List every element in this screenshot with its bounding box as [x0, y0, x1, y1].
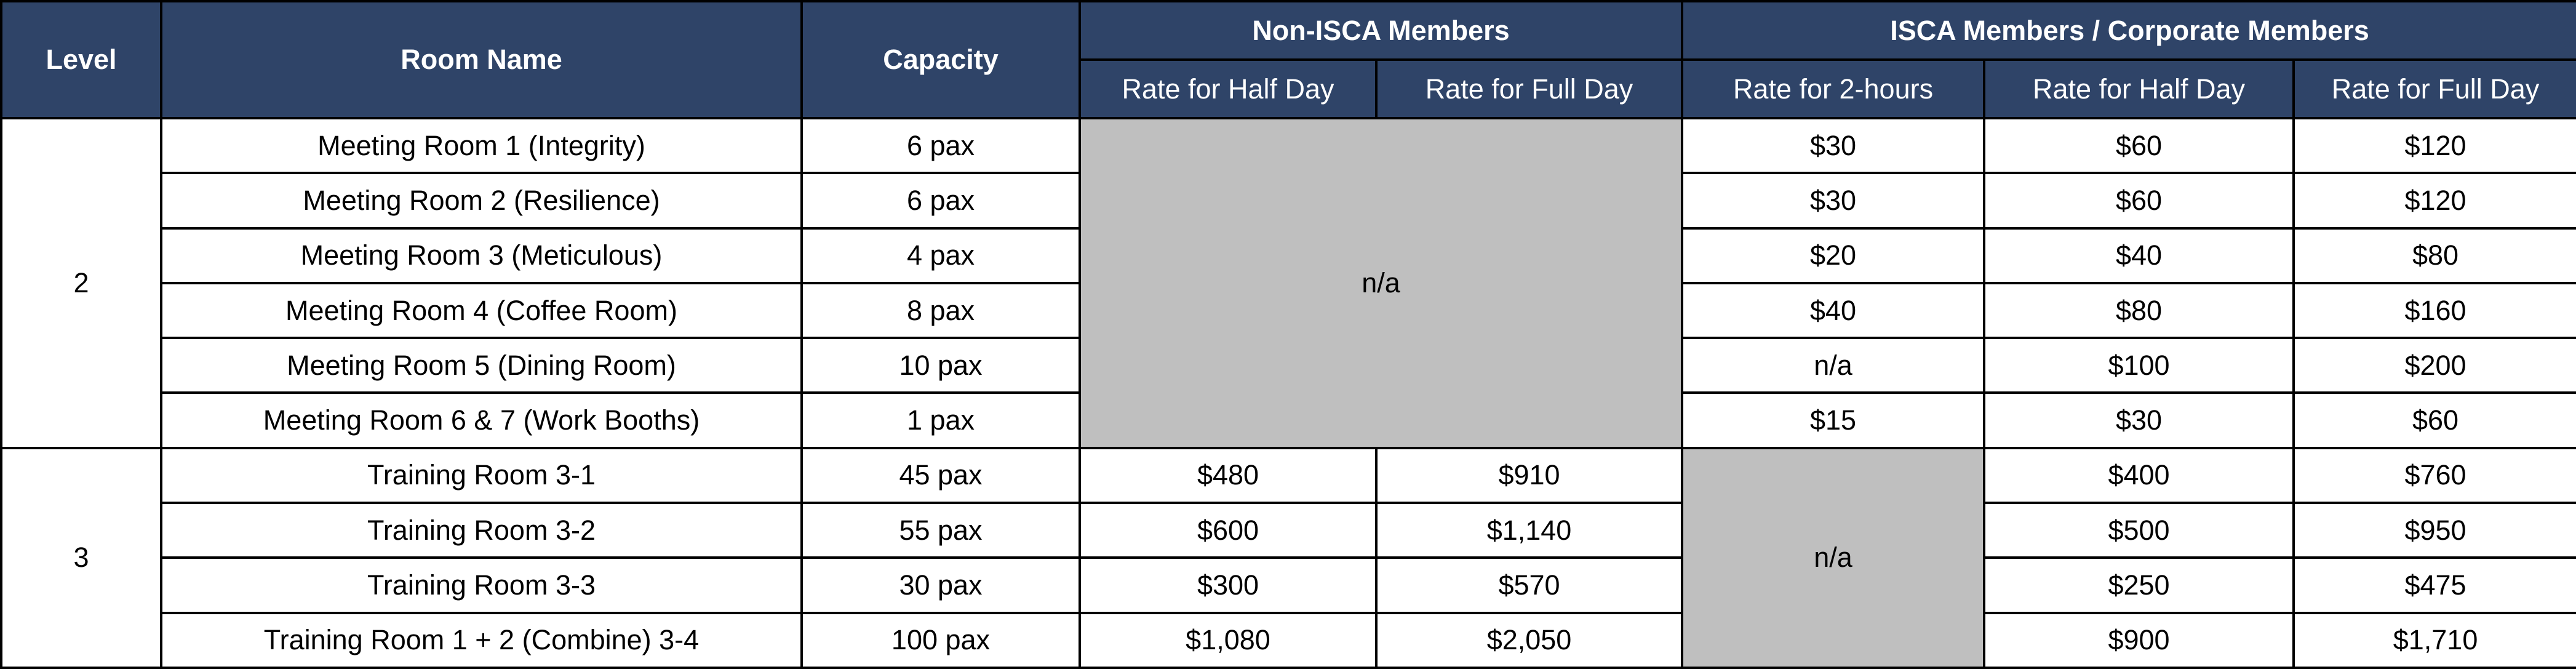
non-isca-full-day-cell: $570 [1376, 558, 1682, 612]
table-row [1, 448, 2576, 503]
capacity-cell: 8 pax [802, 283, 1080, 338]
table-row [1, 558, 2576, 612]
isca-2h-cell: $15 [1682, 393, 1984, 447]
capacity-cell: 4 pax [802, 228, 1080, 283]
non-isca-full-day-cell: $1,140 [1376, 503, 1682, 558]
isca-full-day-cell: $200 [2294, 338, 2576, 393]
header-non-isca-members: Non-ISCA Members [1080, 1, 1682, 60]
header-isca-corporate-members: ISCA Members / Corporate Members [1682, 1, 2576, 60]
room-name-cell: Training Room 3-3 [161, 558, 802, 612]
isca-full-day-cell: $120 [2294, 118, 2576, 173]
non-isca-full-day-cell: $2,050 [1376, 613, 1682, 668]
isca-full-day-cell: $475 [2294, 558, 2576, 612]
isca-half-day-cell: $250 [1984, 558, 2294, 612]
non-isca-half-day-cell: $600 [1080, 503, 1376, 558]
level-cell-2: 2 [1, 118, 161, 448]
table-row [1, 613, 2576, 668]
isca-full-day-cell: $120 [2294, 173, 2576, 228]
room-name-cell: Training Room 3-2 [161, 503, 802, 558]
table-body [1, 118, 2576, 668]
isca-2h-cell: n/a [1682, 338, 1984, 393]
non-isca-na-block: n/a [1080, 118, 1682, 448]
non-isca-full-day-cell: $910 [1376, 448, 1682, 503]
isca-half-day-cell: $40 [1984, 228, 2294, 283]
room-name-cell: Meeting Room 2 (Resilience) [161, 173, 802, 228]
non-isca-half-day-cell: $300 [1080, 558, 1376, 612]
non-isca-half-day-cell: $480 [1080, 448, 1376, 503]
table-row [1, 503, 2576, 558]
table-header [1, 1, 2576, 118]
isca-half-day-cell: $60 [1984, 173, 2294, 228]
isca-2h-cell: $20 [1682, 228, 1984, 283]
capacity-cell: 100 pax [802, 613, 1080, 668]
isca-half-day-cell: $100 [1984, 338, 2294, 393]
isca-half-day-cell: $900 [1984, 613, 2294, 668]
room-name-cell: Meeting Room 6 & 7 (Work Booths) [161, 393, 802, 447]
isca-full-day-cell: $80 [2294, 228, 2576, 283]
isca-full-day-cell: $160 [2294, 283, 2576, 338]
isca-full-day-cell: $60 [2294, 393, 2576, 447]
header-room-name: Room Name [161, 1, 802, 118]
capacity-cell: 6 pax [802, 118, 1080, 173]
room-name-cell: Meeting Room 3 (Meticulous) [161, 228, 802, 283]
table-row [1, 118, 2576, 173]
header-row-groups [1, 1, 2576, 60]
isca-2h-cell: $30 [1682, 118, 1984, 173]
header-level: Level [1, 1, 161, 118]
isca-full-day-cell: $1,710 [2294, 613, 2576, 668]
room-name-cell: Training Room 3-1 [161, 448, 802, 503]
header-isca-full-day: Rate for Full Day [2294, 60, 2576, 118]
header-isca-half-day: Rate for Half Day [1984, 60, 2294, 118]
isca-full-day-cell: $760 [2294, 448, 2576, 503]
header-isca-2-hours: Rate for 2-hours [1682, 60, 1984, 118]
non-isca-half-day-cell: $1,080 [1080, 613, 1376, 668]
isca-half-day-cell: $400 [1984, 448, 2294, 503]
room-name-cell: Meeting Room 1 (Integrity) [161, 118, 802, 173]
capacity-cell: 45 pax [802, 448, 1080, 503]
room-name-cell: Meeting Room 5 (Dining Room) [161, 338, 802, 393]
isca-full-day-cell: $950 [2294, 503, 2576, 558]
header-non-isca-half-day: Rate for Half Day [1080, 60, 1376, 118]
capacity-cell: 55 pax [802, 503, 1080, 558]
capacity-cell: 10 pax [802, 338, 1080, 393]
isca-2h-na-block: n/a [1682, 448, 1984, 668]
isca-half-day-cell: $30 [1984, 393, 2294, 447]
capacity-cell: 30 pax [802, 558, 1080, 612]
header-capacity: Capacity [802, 1, 1080, 118]
isca-2h-cell: $40 [1682, 283, 1984, 338]
isca-half-day-cell: $60 [1984, 118, 2294, 173]
capacity-cell: 1 pax [802, 393, 1080, 447]
room-name-cell: Training Room 1 + 2 (Combine) 3-4 [161, 613, 802, 668]
isca-2h-cell: $30 [1682, 173, 1984, 228]
isca-half-day-cell: $80 [1984, 283, 2294, 338]
header-non-isca-full-day: Rate for Full Day [1376, 60, 1682, 118]
isca-half-day-cell: $500 [1984, 503, 2294, 558]
level-cell-3: 3 [1, 448, 161, 668]
room-name-cell: Meeting Room 4 (Coffee Room) [161, 283, 802, 338]
capacity-cell: 6 pax [802, 173, 1080, 228]
